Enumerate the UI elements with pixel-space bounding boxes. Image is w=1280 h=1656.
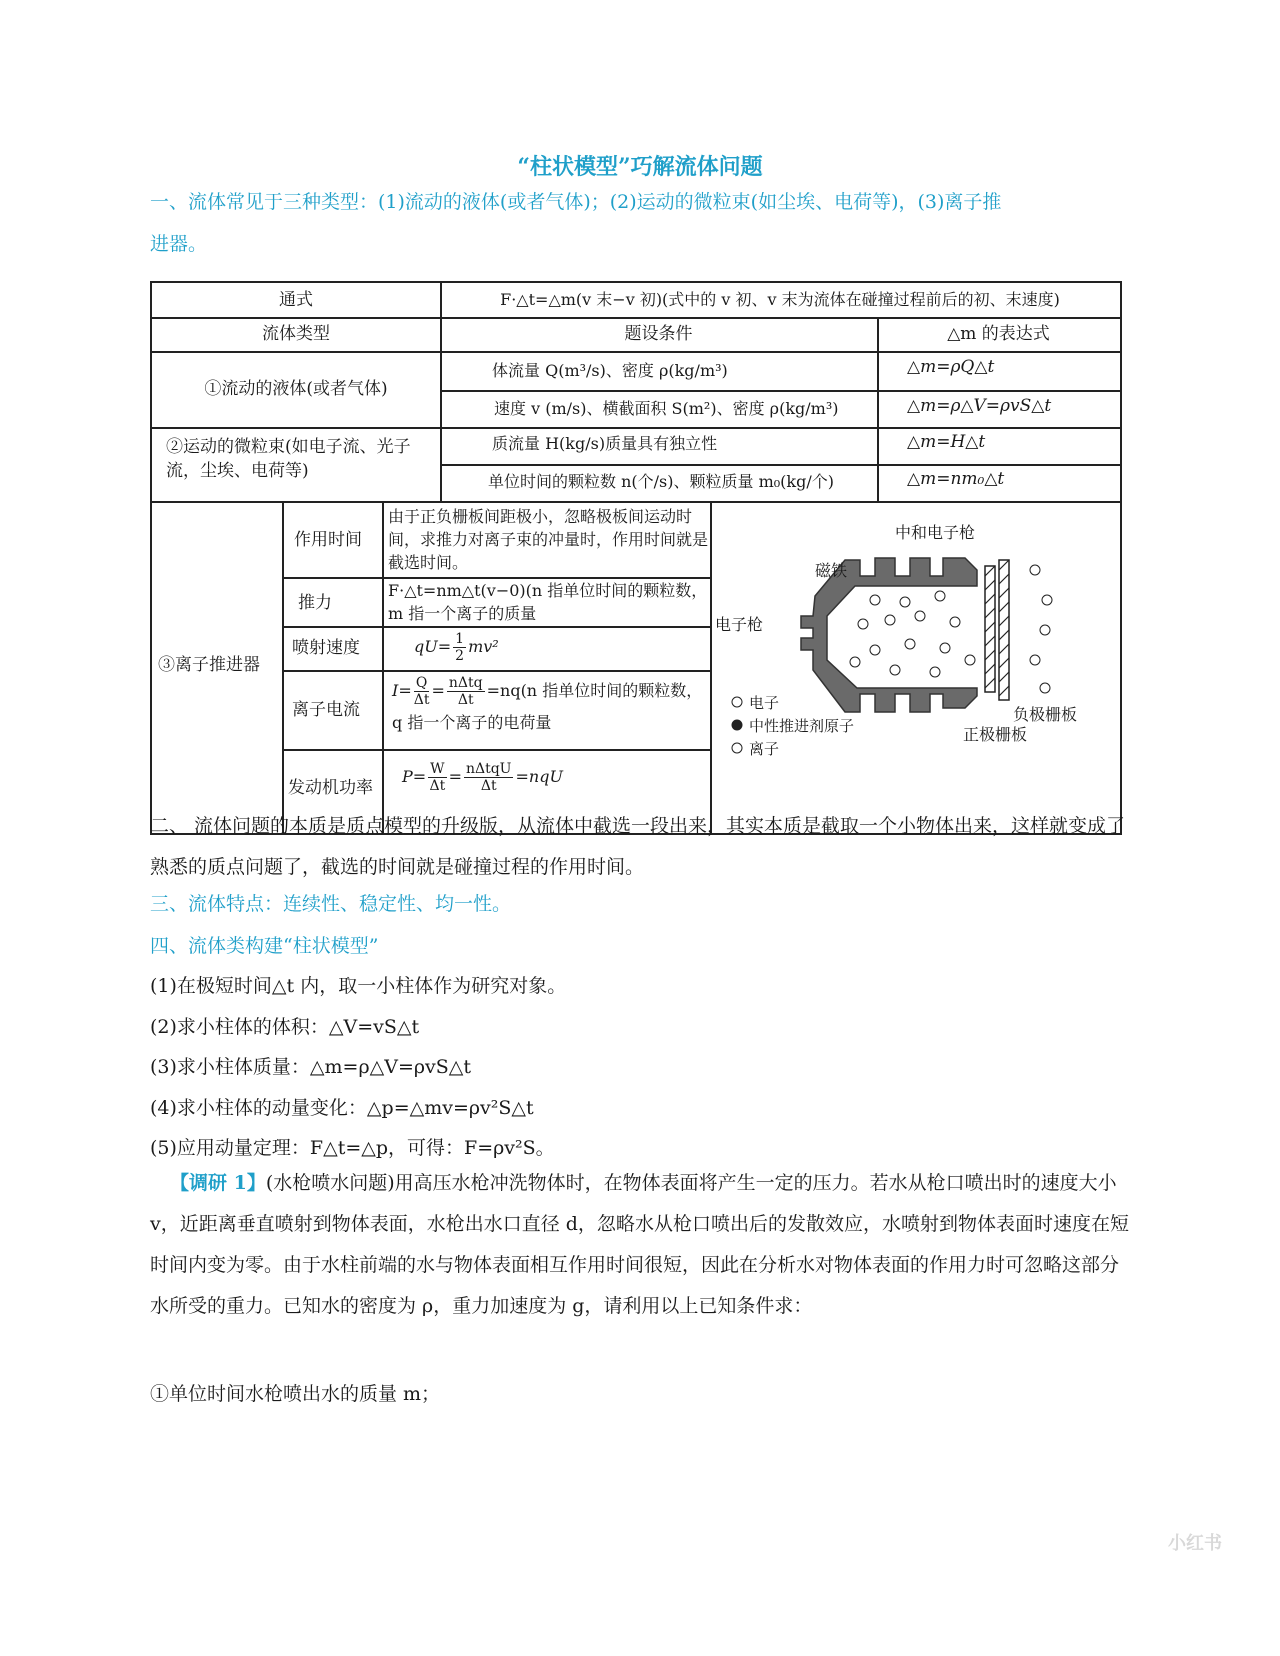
row1b-expression: △m=ρ△V=ρvS△t <box>907 396 1052 416</box>
row1a-expression: △m=ρQ△t <box>907 357 995 377</box>
sub-label-current: 离子电流 <box>292 700 360 720</box>
sub-text-speed: qU= $\frac{1}{2}$ mv² <box>414 631 499 664</box>
label-negative-grid: 负极栅板 <box>1013 705 1078 724</box>
negative-grid <box>999 560 1009 700</box>
sub-text-thrust: F·△t=nm△t(v−0)(n 指单位时间的颗粒数，m 指一个离子的质量 <box>388 581 708 623</box>
sub-label-power: 发动机功率 <box>288 778 373 798</box>
section1-line1: 一、流体常见于三种类型：(1)流动的液体(或者气体)；(2)运动的微粒束(如尘埃、电荷等)，(3)离子推 <box>150 191 1002 213</box>
label-positive-grid: 正极栅板 <box>963 725 1028 744</box>
general-formula: F·△t=△m(v 末−v 初)(式中的 v 初、v 末为流体在碰撞过程前后的初、末速度) <box>500 290 1060 309</box>
row1b-condition: 速度 v (m/s)、横截面积 S(m²)、密度 ρ(kg/m³) <box>494 399 839 418</box>
row3-type: ③离子推进器 <box>158 655 260 675</box>
section1-line2: 进器。 <box>150 233 208 255</box>
section2-text: 二、 流体问题的本质是质点模型的升级版，从流体中截选一段出来，其实本质是截取一个小物体出来，这样就变成了熟悉的质点问题了，截选的时间就是碰撞过程的作用时间。 <box>150 815 1126 878</box>
legend-neutral: 中性推进剂原子 <box>749 717 855 735</box>
legend-ion: 离子 <box>749 740 780 758</box>
step-2: (2)求小柱体的体积：△V=vS△t <box>150 1016 420 1038</box>
research-text: (水枪喷水问题)用高压水枪冲洗物体时，在物体表面将产生一定的压力。若水从枪口喷出时的速度大小 v，近距离垂直喷射到物体表面，水枪出水口直径 d，忽略水从枪口喷出后的发散效应，水喷射到物体表面时速度在短时间内变为零。由于水柱前端的水与物体表面相互作用时间很短，因此在分析水对物体表面的作用力时可忽略这部分水所受的重力。已知水的密度为 ρ，重力加速度为 g，请利用以上已知条件求： <box>150 1172 1129 1317</box>
label-neutral-gun: 中和电子枪 <box>895 523 976 542</box>
label-magnet: 磁铁 <box>815 561 848 580</box>
row2a-expression: △m=H△t <box>907 432 986 452</box>
sub-label-speed: 喷射速度 <box>292 638 360 658</box>
label-electron-gun: 电子枪 <box>715 615 764 634</box>
page-title: “柱状模型”巧解流体问题 <box>517 154 763 180</box>
row2-type: ②运动的微粒束(如电子流、光子流，尘埃、电荷等) <box>166 437 411 481</box>
legend-electron: 电子 <box>749 694 780 712</box>
row2a-condition: 质流量 H(kg/s)质量具有独立性 <box>492 434 718 453</box>
section4-heading: 四、流体类构建“柱状模型” <box>150 935 379 957</box>
sub-label-thrust: 推力 <box>298 593 332 613</box>
research-paragraph <box>150 1163 1130 1327</box>
row2b-expression: △m=nm₀△t <box>907 469 1005 489</box>
sub-label-time: 作用时间 <box>294 530 362 550</box>
section3-text: 三、流体特点：连续性、稳定性、均一性。 <box>150 893 512 915</box>
header-condition: 题设条件 <box>624 324 693 344</box>
row1a-condition: 体流量 Q(m³/s)、密度 ρ(kg/m³) <box>492 361 728 380</box>
ion-thruster-diagram <box>715 520 1115 830</box>
row2b-condition: 单位时间的颗粒数 n(个/s)、颗粒质量 m₀(kg/个) <box>488 472 834 491</box>
sub-text-time: 由于正负栅板间距极小，忽略极板间运动时间，求推力对离子束的冲量时，作用时间就是截选时间。 <box>388 507 709 572</box>
sub-text-power: P= $\frac{W}{\Delta t}$ = $\frac{\text{nΔtqU}}{\Delta t}$ =nqU <box>402 761 563 794</box>
step-4: (4)求小柱体的动量变化：△p=△mv=ρv²S△t <box>150 1097 534 1119</box>
step-5: (5)应用动量定理：F△t=△p，可得：F=ρv²S。 <box>150 1137 555 1159</box>
question-1: ①单位时间水枪喷出水的质量 m； <box>150 1383 441 1405</box>
sub-text-current: I= $\frac{Q}{\Delta t}$ = $\frac{\text{nΔtq}}{\Delta t}$ =nq(n 指单位时间的颗粒数，q 指一个离子的电荷量 <box>392 675 703 732</box>
header-expression: △m 的表达式 <box>947 324 1050 344</box>
header-type: 流体类型 <box>262 324 330 344</box>
row1-type: ①流动的液体(或者气体) <box>204 379 388 399</box>
thruster-body <box>801 558 977 712</box>
step-1: (1)在极短时间△t 内，取一小柱体作为研究对象。 <box>150 975 567 997</box>
research-tag: 【调研 1】 <box>170 1172 266 1194</box>
step-3: (3)求小柱体质量：△m=ρ△V=ρvS△t <box>150 1056 472 1078</box>
watermark-logo: 小红书 <box>1168 1533 1222 1554</box>
general-label: 通式 <box>279 290 313 310</box>
